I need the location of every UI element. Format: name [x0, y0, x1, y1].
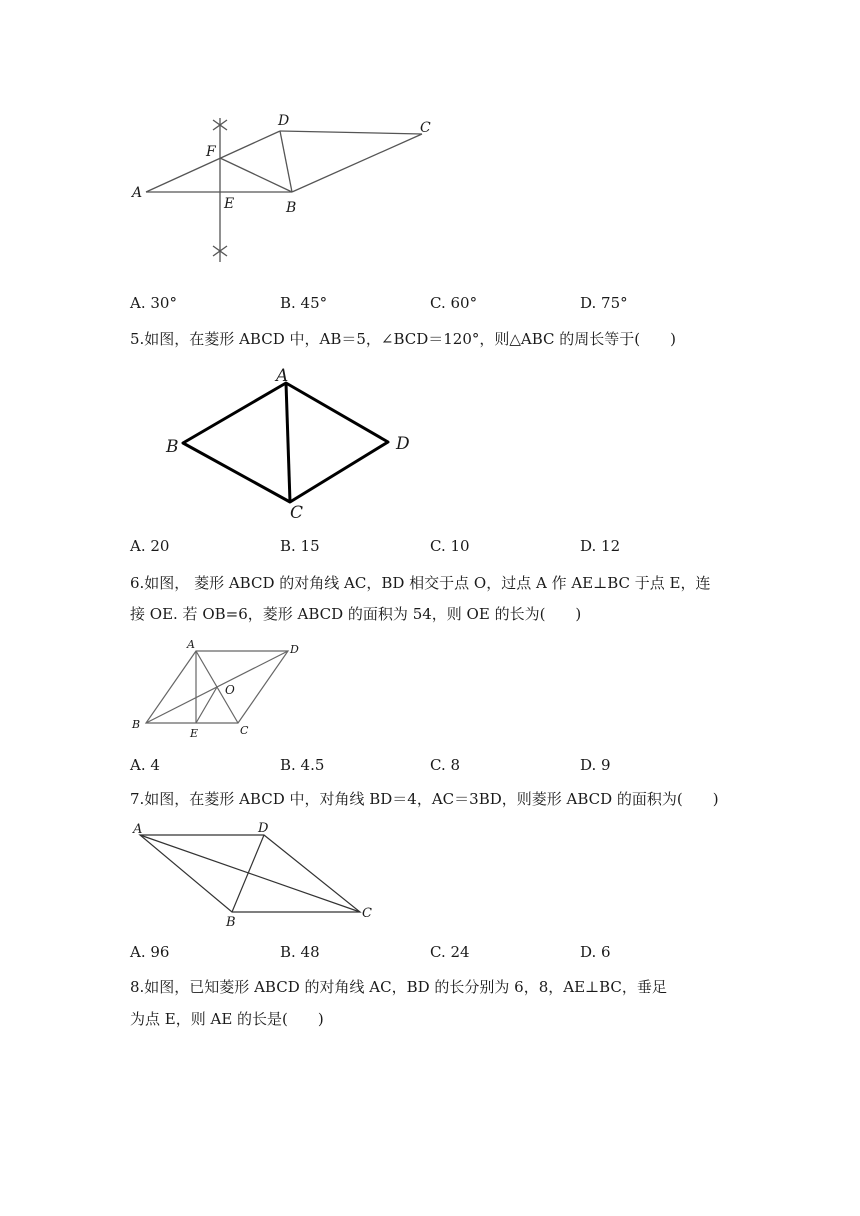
q5-option-c[interactable]: C. 10 [430, 537, 470, 555]
q7-label-c: C [362, 906, 372, 921]
q5-diagonal-ac [286, 383, 290, 502]
q5-label-c: C [290, 503, 304, 523]
q5-label-a: A [276, 366, 289, 386]
q4-option-b[interactable]: B. 45° [280, 294, 328, 312]
q6-option-b[interactable]: B. 4.5 [280, 756, 325, 774]
q4-label-c: C [420, 120, 431, 136]
q7-label-d: D [258, 821, 269, 836]
q4-label-d: D [278, 113, 290, 129]
q4-segment-fb [220, 158, 292, 192]
q4-figure [120, 105, 460, 275]
q5-option-a[interactable]: A. 20 [130, 537, 170, 555]
q4-option-d[interactable]: D. 75° [580, 294, 628, 312]
q6-label-a: A [187, 638, 195, 651]
q4-option-a[interactable]: A. 30° [130, 294, 177, 312]
q6-label-e: E [190, 727, 199, 740]
q8-text-line2: 为点 E，则 AE 的长是( ) [130, 1010, 324, 1028]
q4-segment-dc [280, 131, 422, 134]
q4-label-f: F [206, 144, 216, 160]
q8-text-line1: 8.如图，已知菱形 ABCD 的对角线 AC，BD 的长分别为 6，8，AE⊥BC，垂足 [130, 978, 667, 996]
q4-label-a: A [132, 185, 143, 201]
q5-text: 5.如图，在菱形 ABCD 中，AB＝5，∠BCD＝120°，则△ABC 的周长等于( ) [130, 330, 677, 348]
q7-option-c[interactable]: C. 24 [430, 943, 470, 961]
q5-label-b: B [166, 437, 179, 457]
q6-label-d: D [290, 643, 299, 656]
q6-label-o: O [225, 683, 235, 697]
q4-option-c[interactable]: C. 60° [430, 294, 478, 312]
q7-label-a: A [133, 822, 143, 837]
q6-label-b: B [132, 718, 141, 731]
q4-segment-db [280, 131, 292, 192]
q6-option-a[interactable]: A. 4 [130, 756, 160, 774]
q4-segment-ad [146, 131, 280, 192]
q4-label-b: B [286, 200, 297, 216]
q7-diagonal-ac [140, 835, 360, 912]
q6-text-line1: 6.如图， 菱形 ABCD 的对角线 AC，BD 相交于点 O，过点 A 作 AE⊥BC 于点 E，连 [130, 574, 711, 592]
q4-segment-bc [292, 134, 422, 192]
q7-diagonal-bd [232, 835, 264, 912]
q6-text-line2: 接 OE. 若 OB=6，菱形 ABCD 的面积为 54，则 OE 的长为( ) [130, 605, 582, 623]
q5-label-d: D [396, 434, 410, 454]
q4-label-e: E [224, 196, 235, 212]
q7-label-b: B [226, 915, 236, 930]
q5-option-d[interactable]: D. 12 [580, 537, 621, 555]
q6-option-d[interactable]: D. 9 [580, 756, 611, 774]
q7-figure [125, 815, 385, 930]
q7-text: 7.如图，在菱形 ABCD 中，对角线 BD＝4，AC＝3BD，则菱形 ABCD 的面积为( ) [130, 790, 719, 808]
q7-option-b[interactable]: B. 48 [280, 943, 320, 961]
q6-label-c: C [240, 724, 249, 737]
q6-figure [125, 635, 315, 745]
q7-option-a[interactable]: A. 96 [130, 943, 170, 961]
q5-option-b[interactable]: B. 15 [280, 537, 320, 555]
q7-option-d[interactable]: D. 6 [580, 943, 611, 961]
q5-figure [160, 360, 420, 523]
q6-option-c[interactable]: C. 8 [430, 756, 461, 774]
